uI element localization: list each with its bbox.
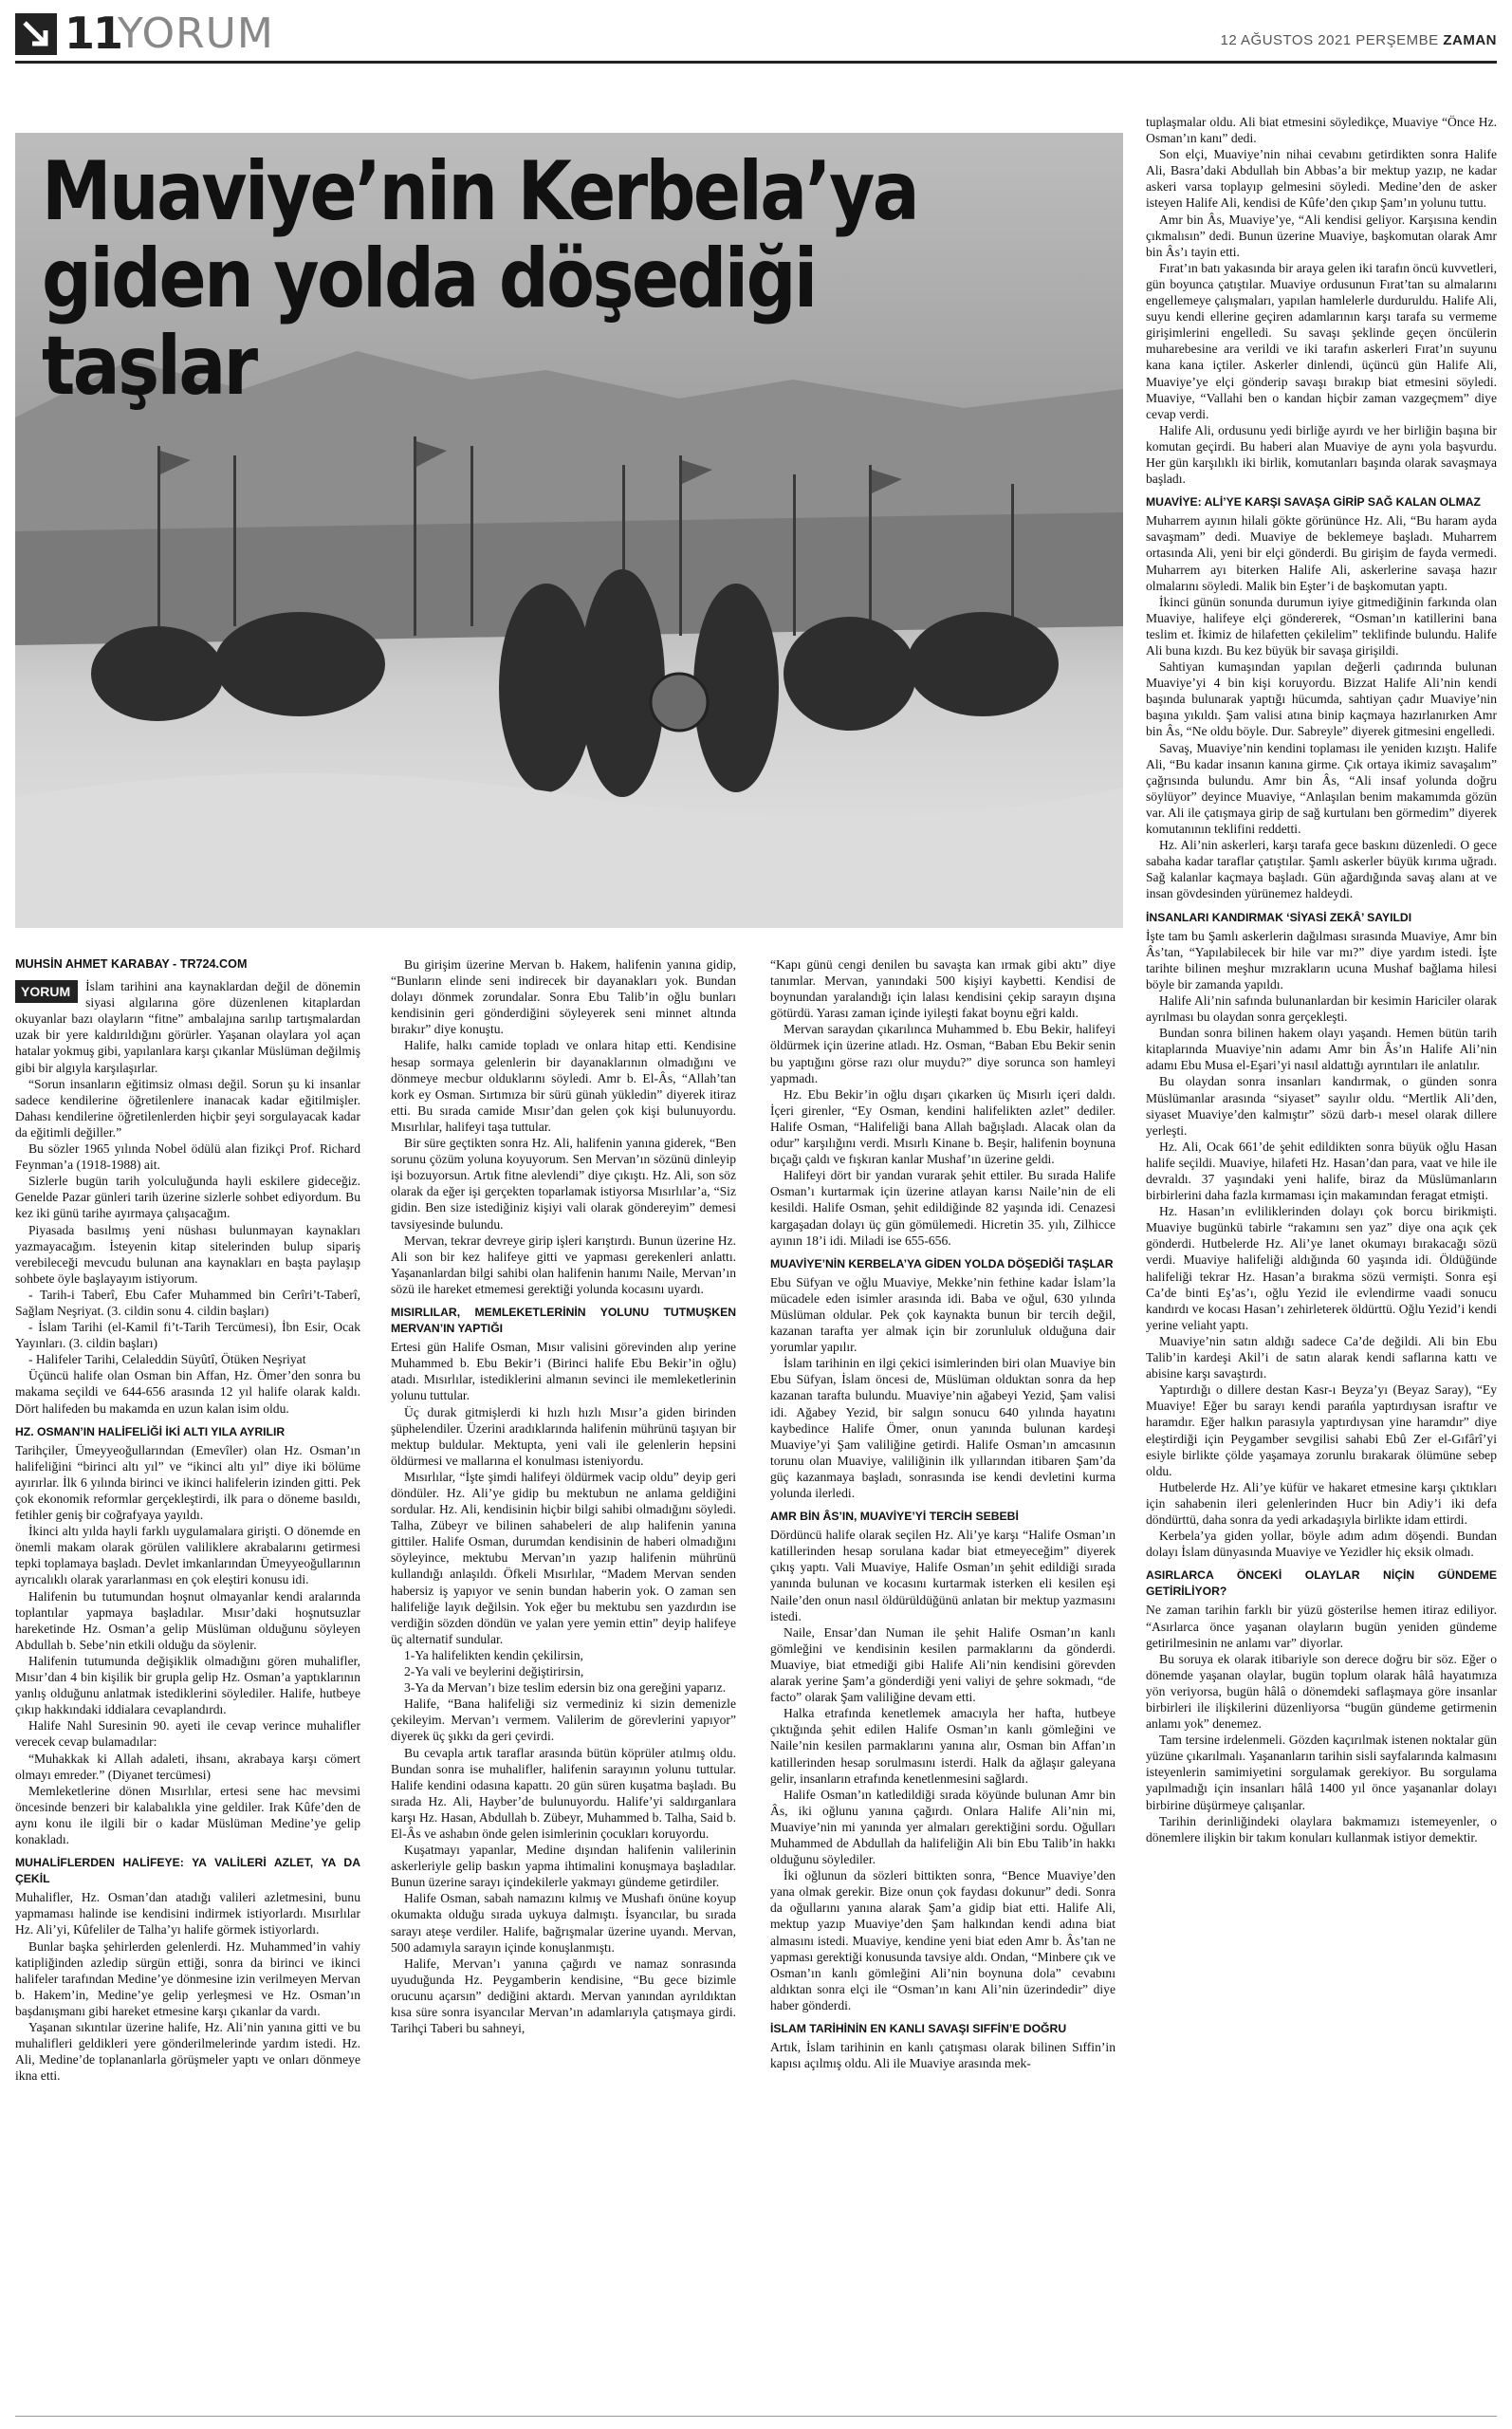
- paragraph: Halifenin bu tutumundan hoşnut olmayanlar kendi aralarında toplantılar yapmaya başladılar. Mısır’daki hoşnutsuzlar hareketinde Hz. Osman’a gelip Müslüman olduğunu söyleyen Abdullah b. Sebe’nin etkili olduğu da söylenir.: [15, 1588, 360, 1652]
- paragraph: Bunlar başka şehirlerden gelenlerdi. Hz. Muhammed’in vahiy katipliğinden azledip sürgün ettiği, sonra da birinci ve ikinci halifeler tarafından Medine’ye dönmesine izin verilmeyen Mervan b. Hakem’in, Medine’ye gelip yerleşmesi ve Hz. Osman’ın başdanışmanı gibi hareket etmesine karşı çıkanlar da vardı.: [15, 1938, 360, 2018]
- paragraph: Yaşanan sıkıntılar üzerine halife, Hz. Ali’nin yanına gitti ve bu muhalifleri geldikleri yere gönderilmelerinde yardım istedi. Hz. Ali, Medine’de toplananlarla görüşmeler yaptı ve onları dönmeye ikna etti.: [15, 2020, 360, 2084]
- paragraph: Tarihçiler, Ümeyyeoğullarından (Emevîler) olan Hz. Osman’ın halifeliğini “birinci altı yıl” ve “ikinci altı yıl” diye iki bölüme ayırırlar. İlk 6 yılında birinci ve ikinci halifelerin izinden gitti. Pek çok ekonomik reformlar gerçekleştirdi, ilk para o döneme basıldı, fetihler geniş bir coğrafyaya yayıldı.: [15, 1442, 360, 1523]
- article-headline: Muaviye’nin Kerbela’ya giden yolda döşediği taşlar: [42, 144, 918, 414]
- paragraph: Halife Osman, sabah namazını kılmış ve Mushafı önüne koyup okumakta olduğu sırada uykuya dalmıştı. İsyancılar, bu sırada sarayı ateşe verdiler. Halife, bağrışmalar üzerine uyandı. Mervan, 500 adamıyla sarayın içinde konuşlanmıştı.: [391, 1891, 736, 1955]
- article-column-4: [1146, 114, 1497, 1845]
- paragraph: Ebu Süfyan ve oğlu Muaviye, Mekke’nin fethine kadar İslam’la mücadele eden isimler arasında idi. Baba ve oğul, 630 yılında Müslüman oldular. Pek çok kaynakta bunun bir tercih değil, kazanan tarafta yer almak için bir zorunluluk olduğuna dair yorumlar yapılır.: [770, 1274, 1116, 1355]
- paragraph: Hz. Ali, Ocak 661’de şehit edildikten sonra büyük oğlu Hasan halife seçildi. Muaviye, hilafeti Hz. Hasan’dan para, vaat ve hile ile devraldı. 37 yaşındaki yeni halife, biraz da Müslümanların birbirlerini daha fazla kırmaması için makamından feragat etmişti.: [1146, 1139, 1497, 1203]
- paragraph: tuplaşmalar oldu. Ali biat etmesini söyledikçe, Muaviye “Önce Hz. Osman’ın kanı” dedi.: [1146, 115, 1497, 146]
- page-number: 11: [65, 8, 122, 59]
- paragraph: Muharrem ayının hilali gökte görününce Hz. Ali, “Bu haram ayda savaşmam” dedi. Muaviye de beklemeye başladı. Muharrem ortasında Ali, yeni bir elçi gönderdi. Bu girişim de fayda vermedi. Muharrem ayı biterken Halife Ali, askerlerine savaşa hazır olmalarını söyledi. Malik bin Eşter’i de başkomutan yaptı.: [1146, 513, 1497, 593]
- paragraph: Memleketlerine dönen Mısırlılar, ertesi sene hac mevsimi öncesinde benzeri bir kalabalıkla yine geldiler. Irak Kûfe’den de aynı konu ile ilgili bir o kadar Müslüman Medine’ye gelip konakladı.: [15, 1783, 360, 1846]
- subheading: HZ. OSMAN’IN HALİFELİĞİ İKİ ALTI YILA AYRILIR: [15, 1424, 286, 1438]
- paragraph: Halife, halkı camide topladı ve onlara hitap etti. Kendisine hesap sormaya gelenlerin bir dayanaklarının olmadığını ve dönmeye mecbur olduklarını söyledi. Amr b. El-Âs, “Allah’tan kork ey Osman. Sırtımıza bir sürü günah yükledin” diyerek itiraz etti. Bu sırada camide Mısır’dan gelen çok kişi bulunuyordu. Mısırlılar, halifeyi taşa tuttular.: [391, 1038, 736, 1134]
- paragraph: Ertesi gün Halife Osman, Mısır valisini görevinden alıp yerine Muhammed b. Ebu Bekir’i (Birinci halife Ebu Bekir’in oğlu) atadı. Mısırlılar, istediklerini almanın sevinci ile memleketlerinin yolunu tuttular.: [391, 1340, 736, 1403]
- paragraph: Tarihin derinliğindeki olaylara bakmamızı istemeyenler, o dönemlere ilişkin bir takım konuları kullanmak istiyor demektir.: [1146, 1813, 1497, 1845]
- paragraph: Muhalifler, Hz. Osman’dan atadığı valileri azletmesini, bunu yapmaması halinde ise kendisini indirmek istiyorlardı. Mısırlılar Hz. Ali’yi, Kûfeliler de Talha’yı halife görmek istiyorlardı.: [15, 1890, 360, 1938]
- paragraph: 3-Ya da Mervan’ı bize teslim edersin biz ona gereğini yaparız.: [404, 1680, 727, 1696]
- paragraph: 1-Ya halifelikten kendin çekilirsin,: [404, 1647, 583, 1662]
- paragraph: Bu sözler 1965 yılında Nobel ödülü alan fizikçi Prof. Richard Feynman’a (1918-1988) ait.: [15, 1141, 360, 1173]
- dateline: [1221, 32, 1498, 48]
- paragraph: Artık, İslam tarihinin en kanlı çatışması olarak bilinen Sıffin’in kapısı açılmış oldu. Ali ile Muaviye arasında mek-: [770, 2040, 1116, 2071]
- paragraph: Üç durak gitmişlerdi ki hızlı hızlı Mısır’a giden birinden şüphelendiler. Üzerini aradıklarında halifenin mührünü taşıyan bir mektup buldular. Mektupta, yeni vali ile gelenlerin hepsini öldürmesi ve mallarına el konulması isteniyordu.: [391, 1404, 736, 1468]
- paragraph: Bu soruya ek olarak itibariyle son derece doğru bir söz. Eğer o dönemde yaşanan olaylar, bugün toplum olarak hâlâ hayatımıza yön veriyorsa, bugün hâlâ o dönemdeki saflaşmaya göre insanlar birbirleri ile ilişkilerini düzenliyorsa “bugün gündeme getirmenin anlamı yok” denemez.: [1146, 1651, 1497, 1732]
- paragraph: İki oğlunun da sözleri bittikten sonra, “Bence Muaviye’den yana olmak gerekir. Bize onun çok faydası dokunur” dedi. Sonra da oğullarını yanına alarak Şam’a gidip biat etti. Halife Ali, mektup yazıp Muaviye’den Şam halkından kendi adına biat almasını istedi. Muaviye, kendine yeni biat eden Amr b. Âs’tan ne yapması gerektiği konusunda tavsiye aldı. Ondan, “Minbere çık ve Osman’ın kanlı gömleğini Ali’nin boynuna dola” cevabını aldıktan sonra elçi ile “Osman’ın kanı Ali’nin üzerindedir” diye haber gönderdi.: [770, 1868, 1116, 2012]
- subheading: MUAVİYE’NİN KERBELA’YA GİDEN YOLDA DÖŞEDİĞİ TAŞLAR: [770, 1256, 1114, 1270]
- paragraph: İşte tam bu Şamlı askerlerin dağılması sırasında Muaviye, Amr bin Âs’tan, “Yapılabilecek bir hile var mı?” diye yardım istedi. İşte tarihte bilinen meşhur mızrakların ucuna Mushaf bağlama hilesi böyle bir zamanda yapıldı.: [1146, 928, 1497, 992]
- paragraph: Halife, Mervan’ı yanına çağırdı ve namaz sonrasında uyuduğunda Hz. Peygamberin kendisine, “Bu gece bizimle orucunu açarsın” dediğini aktardı. Mervan yanından ayrıldıktan kısa süre sonra isyancılar Mervan’ın adamlarıyla çatışmaya girdi. Tarihçi Taberi bu sahneyi,: [391, 1956, 736, 2036]
- paragraph: “Kapı günü cengi denilen bu savaşta kan ırmak gibi aktı” diye tanımlar. Mervan, yanındaki 500 kişiyi kaybetti. Kendisi de boynundan yaralandığı için lalası kendisini çekip sarayın dışına götürdü. Yarası zaman içinde iyileşti fakat boynu eğri kaldı.: [770, 957, 1116, 1021]
- paragraph: Tam tersine irdelenmeli. Gözden kaçırılmak istenen noktalar gün yüzüne çıkarılmalı. Yaşananların tarihin sisli sayfalarında kalmasını isteyenlerin samimiyetini sorgulamak gerekiyor. Bu sorgulama yapılmadığı için insanları hâlâ 1400 yıl önce yaşananlar dolayı birbirine düşürmeye çalışanlar.: [1146, 1733, 1497, 1812]
- publication-name: ZAMAN: [1443, 32, 1497, 48]
- paragraph: Halife Nahl Suresinin 90. ayeti ile cevap verince muhalifler verecek cevap bulamadılar:: [15, 1718, 360, 1750]
- paragraph: Muaviye’nin satın aldığı sadece Ca’de değildi. Ali bin Ebu Talib’in kardeşi Akil’i de satın alarak kendi saflarına kattı ve abisine karşı savaştırdı.: [1146, 1333, 1497, 1381]
- paragraph: Ne zaman tarihin farklı bir yüzü gösterilse hemen itiraz ediliyor. “Asırlarca önce yaşanan olayların bugün yeniden gündeme getirilmesinin ne anlamı var” diyorlar.: [1146, 1603, 1497, 1650]
- paragraph: Savaş, Muaviye’nin kendini toplaması ile yeniden kızıştı. Halife Ali, “Bu kadar insanın kanına girme. Çık ortaya ikimiz savaşalım” çağrısında bulundu. Amr bin Âs, “Ali insaf yolunda doğru söylüyor” deyince Muaviye, “Anlaşılan benim makamımda gözün var. Ali ile çatışmaya girip de sağ kurtulanı ben görmedim” diyerek komutanının teklifini reddetti.: [1146, 740, 1497, 837]
- paragraph: İslam tarihini ana kaynaklardan değil de dönemin siyasi algılarına göre düzenlenen kitaplardan okuyanlar bazı olayların “fitne” ambalajına sarılıp tartışmalardan uzak bir yere kaldırıldığını görürler. Yaşanan olaylara yol açan hatalar yokmuş gibi, yapılanlara karşı çıkanlar Müslüman değilmiş gibi bir algıyla karşılaşırlar.: [15, 979, 360, 1075]
- paragraph: Mervan, tekrar devreye girip işleri karıştırdı. Bunun üzerine Hz. Ali son bir kez halifeye gitti ve yapması gerekenleri anlattı. Yaşananlardan bilgi sahibi olan halifenin hanımı Naile, Mervan’ın sözü ile hareket etmemesi gerektiği yolunda kocasını uyardı.: [391, 1233, 736, 1296]
- paragraph: 2-Ya vali ve beylerini değiştirirsin,: [404, 1664, 584, 1679]
- paragraph: Naile, Ensar’dan Numan ile şehit Halife Osman’ın kanlı gömleğini ve kendisinin kesilen parmaklarını da gönderdi. Muaviye, biat etmediği gibi Halife Ali’nin kendisini görevden alarak yerine Şam’a gönderdiği yeni valiyi de şehre sokmadı, “de facto” olarak Şam valiliğine devam etti.: [770, 1624, 1116, 1705]
- paragraph: Halife, “Bana halifeliği siz vermediniz ki sizin demenizle çekileyim. Mervan’ı vermem. Valilerim de görevlerini yapıyor” diyerek üç şıkkı da geri çevirdi.: [391, 1697, 736, 1744]
- subheading: MUAVİYE: ALİ’YE KARŞI SAVAŞA GİRİP SAĞ KALAN OLMAZ: [1146, 495, 1481, 510]
- paragraph: “Sorun insanların eğitimsiz olması değil. Sorun şu ki insanlar sadece kendilerine öğretilenlere inanacak kadar eğitilmişler. Dahası kendilerine öğretilenlerden hiçbir şeyi sorgulayacak kadar da eğitimli değiller.”: [15, 1076, 360, 1140]
- paragraph: - Halifeler Tarihi, Celaleddin Süyûtî, Ötüken Neşriyat: [28, 1352, 306, 1367]
- paragraph: Halife Osman’ın katledildiği sırada köyünde bulunan Amr bin Âs, iki oğlunu yanına çağırdı. Onlara Halife Ali’nin mi, Muaviye’nin mi yanında yer almaları gerektiğini sordu. Oğulları Muhammed de Abdullah da halifeliğin Ali bin Ebu Talib’in hakkı olduğunu söylediler.: [770, 1787, 1116, 1867]
- paragraph: Hz. Ali’nin askerleri, karşı tarafa gece baskını düzenledi. O gece sabaha kadar taraflar çatıştılar. Şamlı askerler büyük kırıma uğradı. Sağ kalanlar kaçmaya başladı. Gün ağardığında savaş alanı at ve insan gövdesinden yürünemez haldeydi.: [1146, 838, 1497, 901]
- arrow-icon: [15, 13, 57, 55]
- paragraph: Dördüncü halife olarak seçilen Hz. Ali’ye karşı “Halife Osman’ın katillerinden hesap sorulana kadar biat etmeyeceğim” diyerek çıkış yaptı. Vali Muaviye, Halife Osman’ın şehit edildiği sırada yanında bulunan ve kocasını kurtarmak isterken eli kesilen eşi Naile’den onun nasıl öldürüldüğünü anlatan bir mektup yazmasını istedi.: [770, 1528, 1116, 1623]
- paragraph: “Muhakkak ki Allah adaleti, ihsanı, akrabaya karşı cömert olmayı emreder.” (Diyanet tercümesi): [15, 1751, 360, 1782]
- section-title: YORUM: [118, 9, 274, 58]
- subheading: MISIRLILAR, MEMLEKETLERİNİN YOLUNU TUTMUŞKEN MERVAN’IN YAPTIĞI: [391, 1305, 736, 1336]
- subheading: MUHALİFLERDEN HALİFEYE: YA VALİLERİ AZLET, YA DA ÇEKİL: [15, 1856, 360, 1886]
- paragraph: Fırat’ın batı yakasında bir araya gelen iki tarafın öncü kuvvetleri, gün boyunca çatıştılar. Muaviye ordusunun Fırat’tan su almalarını engellemeye çalışmaları, yapılan hamlelerle durduruldu. Halife Ali, suyu kendi ellerine geçiren adamlarının karşı tarafa su vermeme girişimlerini engelledi. Su savaşı şeklinde geçen öncülerin muharebesine ara verildi ve iki tarafın askerleri Fırat’ın suyunu kana kana içtiler. Askerler dinlendi, üçüncü gün Halife Ali, Muaviye’ye elçi gönderip savaşı bırakıp biat etmesini söyledi. Muaviye, “Vallahi ben o kandan hiçbir zaman vazgeçmem” diye cevap verdi.: [1146, 260, 1497, 421]
- paragraph: Piyasada basılmış yeni nüshası bulunmayan kaynakları yazmayacağım. İsteyenin kitap sitelerinden bulup sipariş verebileceği mevcudu bulunan ana kaynakları en başta paylaşıp sohbete öyle başlayayım istiyorum.: [15, 1222, 360, 1286]
- paragraph: Sizlerle bugün tarih yolculuğunda hayli eskilere gideceğiz. Genelde Pazar günleri tarih üzerine sizlerle sohbet ediyordum. Bu kez iki günü tarihe ayırmaya çalışacağım.: [15, 1174, 360, 1221]
- subheading: ASIRLARCA ÖNCEKİ OLAYLAR NİÇİN GÜNDEME GETİRİLİYOR?: [1146, 1568, 1497, 1599]
- paragraph: Kerbela’ya giden yollar, böyle adım adım döşendi. Bundan dolayı İslam dünyasında Muaviye ve Yezidler hiç eksik olmadı.: [1146, 1529, 1497, 1560]
- paragraph: Hz. Ebu Bekir’in oğlu dışarı çıkarken üç Mısırlı içeri daldı. İçeri girenler, “Ey Osman, kendini halifelikten azlet” dediler. Halife Osman, “Halifeliği bana Allah bağışladı. Alacak olan da odur” karşılığını verdi. Mısırlı Kinane b. Beşir, halifenin boynuna bıçağı çaldı ve fışkıran kanlar Mushaf’ın üzerine geldi.: [770, 1086, 1116, 1167]
- paragraph: Bir süre geçtikten sonra Hz. Ali, halifenin yanına giderek, “Ben sorunu çözüm yoluna koyuyorum. Sen Mervan’ın sözünü dinleyip işi bozuyorsun. Artık fitne alevlendi” diye çıkıştı. Hz. Ali, son söz olarak da eğer işi gerçekten toparlamak istiyorsa Mısırlılar’a, “Siz gidin. Ben size istediğiniz kişiyi vali olarak göndereyim” demesi tavsiyesinde bulundu.: [391, 1136, 736, 1232]
- paragraph: Bu cevapla artık taraflar arasında bütün köprüler atılmış oldu. Bundan sonra ise muhalifler, halifenin sarayının yolunu tuttular. Halife kendini odasına kapattı. 20 gün süren kuşatma başladı. Bu sırada Hz. Ali, Hayber’de bulunuyordu. Halife’yi saldırganlara karşı Hz. Hasan, Abdullah b. Zübeyr, Muhammed b. Talha, Said b. El-Âs ve ashabın önde gelen isimlerinin çocukları koruyordu.: [391, 1745, 736, 1841]
- paragraph: Halka etrafında kenetlemek amacıyla her hafta, hutbeye çıktığında şehit edilen Halife Osman’ın kanlı gömleğini ve Naile’nin kesilen parmaklarını yanına alır, Osman bin Affan’ın katillerinden hesap sorulmasını isterdi. Halk da ağlaşır galeyana gelir, insanların etrafında kenetlenmesini sağlardı.: [770, 1706, 1116, 1786]
- paragraph: Halifenin tutumunda değişiklik olmadığını gören muhalifler, Mısır’dan 4 bin kişilik bir grupla gelip Hz. Osman’a yaptıklarının yanlış olduğunu anlatmak istediklerini söylediler. Halife, hutbeye çıkıp hakkındaki iddialara cevaplandırdı.: [15, 1653, 360, 1717]
- paragraph: Halife Ali, ordusunu yedi birliğe ayırdı ve her birliğin başına bir komutan geçirdi. Bu haberi alan Muaviye de aynı yola başvurdu. Her gün karşılıklı iki birlik, komutanları başında olarak savaşmaya başladı.: [1146, 422, 1497, 487]
- subheading: İNSANLARI KANDIRMAK ‘SİYASİ ZEKÂ’ SAYILDI: [1146, 910, 1412, 924]
- paragraph: Hutbelerde Hz. Ali’ye küfür ve hakaret etmesine karşı çıktıkları için sahabenin ileri gelenlerinden Hucr bin Adiy’i iki defa döndürttü, daha sonra da yedi arkadaşıyla birlikte idam ettirdi.: [1146, 1479, 1497, 1527]
- article-column-3: [770, 956, 1116, 2071]
- paragraph: İkinci günün sonunda durumun iyiye gitmediğinin farkında olan Muaviye, halifeye elçi göndererek, “Osman’ın katillerini bana teslim et. İkimiz de hilafetten çekilelim” teklifinde bulundu. Halife Ali buna kızdı. Bu kez büyük bir savaşa girişildi.: [1146, 594, 1497, 658]
- paragraph: İkinci altı yılda hayli farklı uygulamalara girişti. O dönemde en önemli makam olarak görülen valiliklere akrabalarını getirmesi tepki toplamaya başladı. Devlet imkanlarından Ümeyyeoğullarının ayrıcalıklı olarak yararlanması en çok eleştiri konusu idi.: [15, 1524, 360, 1587]
- article-column-2: [391, 956, 736, 2036]
- issue-date: 12 AĞUSTOS 2021 PERŞEMBE: [1220, 32, 1439, 48]
- paragraph: Bu girişim üzerine Mervan b. Hakem, halifenin yanına gidip, “Bunların elinde seni indirecek bir dayanakları yok. Bundan dolayı dönmek zorundalar. Sonra Ebu Talib’in oğlu bunları kendisinin geri gönderdiğini söyleyerek seni minnet altında bırakır” diye konuştu.: [391, 957, 736, 1037]
- byline: MUHSİN AHMET KARABAY - TR724.COM: [15, 957, 248, 971]
- paragraph: Bundan sonra bilinen hakem olayı yaşandı. Hemen bütün tarih kitaplarında Muaviye’nin adamı Amr bin Âs’ın Halife Ali’nin adamı Ebu Musa el-Eşari’yi nasıl aldattığı ayrıntıları ile anlatılır.: [1146, 1026, 1497, 1073]
- paragraph: Mısırlılar, “İşte şimdi halifeyi öldürmek vacip oldu” deyip geri döndüler. Hz. Ali’ye gidip bu mektubun ne anlama geldiğini sordular. Hz. Ali, kendisinin hiçbir bilgi sahibi olmadığını söyledi. Talha, Zübeyr ve bilinen sahabeleri de alıp halifenin yanına gittiler. Halife Osman, durumdan kendisinin de haberi olmadığını söyleyince, mektubu Mervan’ın yazıp halifenin mührünü kullandığı anlaşıldı. Öfkeli Mısırlılar, “Madem Mervan senden habersiz iş yapıyor ve senin bundan haberin yok. O zaman sen halifeliğe layık değilsin. Yok eğer bu mektubu sen yazdırdın ise verdiğin sözden döndün ve yalan yere yemin ettin” deyip halifeye üç alternatif sundular.: [391, 1469, 736, 1646]
- page-header: [15, 8, 1497, 64]
- paragraph: Halife Ali’nin safında bulunanlardan bir kesimin Hariciler olarak ayrılması bu olaydan sonra gerçekleşti.: [1146, 992, 1497, 1025]
- paragraph: Yaptırdığı o dillere destan Kasr-ı Beyza’yı (Beyaz Saray), “Ey Muaviye! Eğer bu sarayı kendi parańla yaptırdıysan israftır ve haramdır. Eğer halkın parasıyla yaptırdıysan yine haramdır” diye eleştirdiği için Peygamber sevgilisi sahabi Ebû Zer el-Gıfârî’yi esiyle birlikte çölde yaşamaya zorunlu bırakarak ölümüne sebep oldu.: [1146, 1382, 1497, 1478]
- paragraph: Bu olaydan sonra insanları kandırmak, o günden sonra Müslümanlar arasında “siyaset” sayılır oldu. “Mertlik Ali’den, siyaset Muaviye’den kalmıştır” sözü darb-ı mesel olarak dillere yerleşti.: [1146, 1074, 1497, 1138]
- subheading: İSLAM TARİHİNİN EN KANLI SAVAŞI SIFFİN’E DOĞRU: [770, 2022, 1067, 2035]
- paragraph: Amr bin Âs, Muaviye’ye, “Ali kendisi geliyor. Karşısına kendin çıkmalısın” dedi. Bunun üzerine Muaviye, başkomutan olarak Amr bin Âs’ı tayin etti.: [1146, 212, 1497, 259]
- kicker-badge: YORUM: [15, 980, 78, 1003]
- paragraph: Son elçi, Muaviye’nin nihai cevabını getirdikten sonra Halife Ali, Basra’daki Abdullah bin Abbas’a bir mektup yazıp, ne kadar askeri varsa toplayıp gelmesini söyledi. Medine’den de asker isteyen Halife Ali, kendisi de Kûfe’den çıkıp Şam’ın yolunu tuttu.: [1146, 147, 1497, 211]
- paragraph: Halifeyi dört bir yandan vurarak şehit ettiler. Bu sırada Halife Osman’ı kurtarmak için üzerine atlayan karısı Naile’nin de eli kesildi. Halife Osman, şehit edildiğinde 82 yaşında idi. Cenazesi kargaşadan dolayı üç gün gömülemedi. Hicretin 35. yılı, Zilhicce ayının 18’i idi. Miladi ise 655-656.: [770, 1168, 1116, 1248]
- bottom-divider: [15, 2416, 1497, 2417]
- paragraph: İslam tarihinin en ilgi çekici isimlerinden biri olan Muaviye bin Ebu Süfyan, İslam öncesi de, Müslüman olduktan sonra da hep kazanan tarafta bulundu. Muaviye’nin ağabeyi Yezid, Şam valisi idi. Ağabey Yezid, bir salgın sonucu 640 yılında hayatını kaybedince Halife Ömer, onun yanında bulunan kardeşi Muaviye’yi Şam valiliğine getirdi. Halife Osman’ın amcasının torunu olan Muaviye, valiliğinin ilk yıllarından itibaren Şam’da güç kazanmaya başladı, sonrasında ise kendi devletini kurma yolunda ilerledi.: [770, 1356, 1116, 1500]
- paragraph: Sahtiyan kumaşından yapılan değerli çadırında bulunan Muaviye’yi 4 bin kişi koruyordu. Bizzat Halife Ali’nin kendi başında bulunarak yaptığı hücumda, sahtiyan çadır Muaviye’nin başına yıkıldı. Şam valisi atına binip kaçmaya hazırlanırken Amr bin Âs, “Ne oldu böyle. Dur. Sabreyle” diyerek gitmesini engelledi.: [1146, 659, 1497, 739]
- article-column-1: [15, 956, 360, 2084]
- paragraph: Üçüncü halife olan Osman bin Affan, Hz. Ömer’den sonra bu makama seçildi ve 644-656 arasında 12 yıl halife olarak kaldı. Dört halifeden bu makamda en uzun kalan isim oldu.: [15, 1368, 360, 1416]
- paragraph: Mervan saraydan çıkarılınca Muhammed b. Ebu Bekir, halifeyi öldürmek için üzerine atladı. Hz. Osman, “Baban Ebu Bekir senin bu yaptığını görse razı olur muydu?” diye sorunca son hamleyi yapmadı.: [770, 1022, 1116, 1085]
- paragraph: Hz. Hasan’ın evliliklerinden dolayı çok borcu birikmişti. Muaviye bugünkü tabirle “rakamını sen yaz” diye ona açık çek gönderdi. Hutbelerde Hz. Ali’ye lanet okumayı bırakacağı sözü verdi. Muaviye halifeliği aldığında 60 yaşında idi. Öldüğünde halifeliği tekrar Hz. Hasan’a bırakma sözü vermişti. Sonra eşi Ca’de binti Eş’as’ı, oğlu Yezid ile evlendirme vaadi sonucu kandırdı ve kocası Hasan’ı zehirleterek öldürttü. Oğlu Yezid’i kendi yerine veliaht yaptı.: [1146, 1204, 1497, 1332]
- paragraph: - Tarih-i Taberî, Ebu Cafer Muhammed bin Cerîri’t-Taberî, Sağlam Neşriyat. (3. cildin sonu 4. cildin başları): [15, 1287, 360, 1318]
- paragraph: Kuşatmayı yapanlar, Medine dışından halifenin valilerinin askerleriyle gelip baskın yapma ihtimalini konuşmaya başladılar. Bunun üzerine sarayı içindekilerle yakmayı gündeme getirdiler.: [391, 1843, 736, 1890]
- subheading: AMR BİN ÂS’IN, MUAVİYE’Yİ TERCİH SEBEBİ: [770, 1510, 1019, 1524]
- paragraph: - İslam Tarihi (el-Kamil fi’t-Tarih Tercümesi), İbn Esir, Ocak Yayınları. (3. cildin başları): [15, 1320, 360, 1351]
